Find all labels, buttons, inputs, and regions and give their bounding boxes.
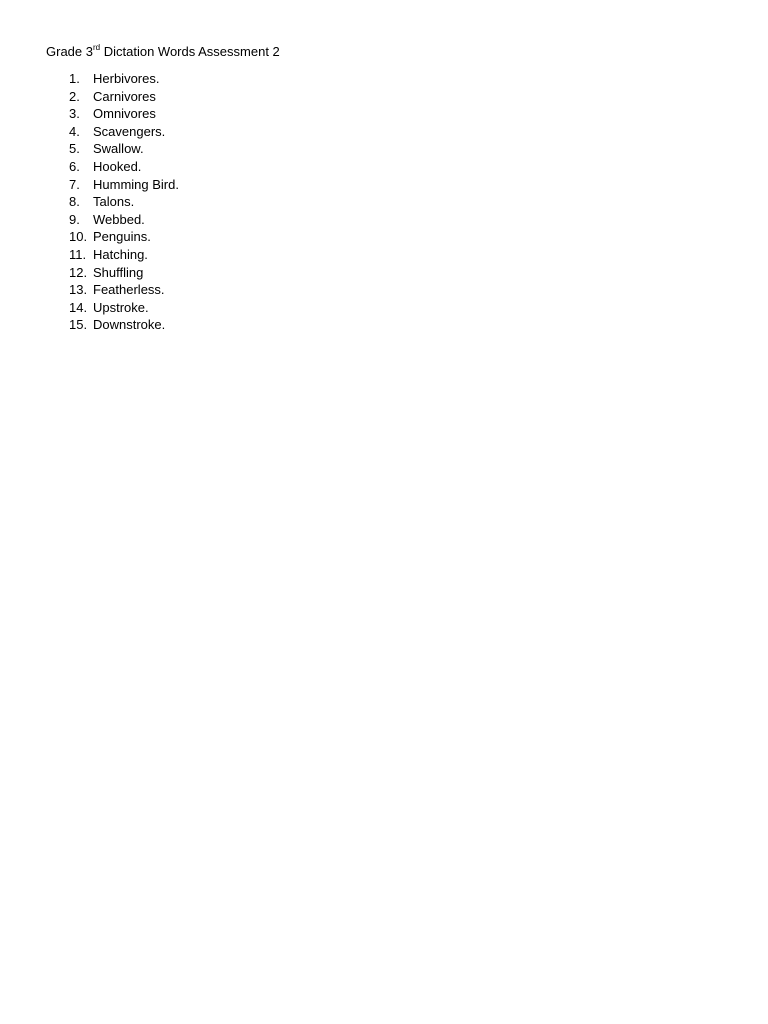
item-number: 10. [69,229,88,245]
item-number: 2. [69,88,80,104]
item-word: Humming Bird. [93,176,179,192]
item-word: Herbivores. [93,71,160,86]
item-number: 1. [69,71,80,86]
item-number: 12. [69,264,88,280]
item-number: 3. [69,106,80,122]
item-number: 4. [69,123,80,139]
item-number: 14. [69,299,88,315]
item-word: Hatching. [93,246,148,262]
item-word: Downstroke. [93,317,166,333]
item-number: 5. [69,141,80,157]
item-word: Scavengers. [93,123,166,139]
item-number: 11. [69,246,87,262]
title-suffix: Dictation Words Assessment 2 [100,44,280,59]
item-word: Talons. [93,194,135,210]
item-word: Shuffling [93,264,144,280]
item-number: 13. [69,282,88,298]
document-title [46,43,280,60]
title-prefix: Grade 3 [46,44,93,59]
item-number: 8. [69,194,80,210]
item-word: Swallow. [93,141,144,157]
item-number: 6. [69,158,80,174]
item-word: Carnivores [93,88,156,104]
item-word: Webbed. [93,211,145,227]
item-word: Penguins. [93,229,151,245]
title-superscript: rd [92,42,101,52]
item-number: 9. [69,211,80,227]
item-word: Hooked. [93,158,142,174]
item-word: Upstroke. [93,299,149,315]
item-number: 15. [69,317,88,333]
item-number: 7. [69,176,80,192]
item-word: Featherless. [93,282,165,298]
item-word: Omnivores [93,106,156,122]
